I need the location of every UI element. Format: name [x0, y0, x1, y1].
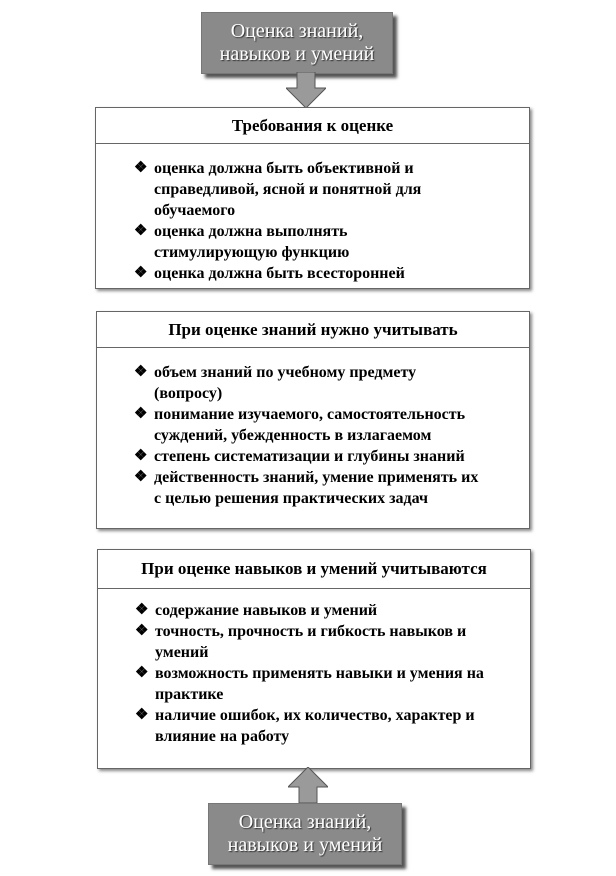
diamond-bullet-icon: ❖ — [134, 160, 148, 176]
list-item: ❖ наличие ошибок, их количество, характер и влияние на работу — [135, 707, 475, 745]
diamond-bullet-icon: ❖ — [134, 448, 148, 464]
diamond-bullet-icon: ❖ — [135, 707, 149, 723]
list-item: ❖ оценка должна выполнять стимулирующую функцию — [134, 223, 350, 261]
panel-list — [134, 158, 524, 284]
panel-title: При оценке навыков и умений учитываются — [98, 550, 530, 589]
requirements-panel — [95, 107, 530, 289]
bottom-node-line1: Оценка знаний, — [238, 811, 372, 833]
bottom-node — [208, 803, 402, 865]
knowledge-assessment-panel — [96, 311, 530, 529]
list-item: ❖ действенность знаний, умение применять их с целью решения практических задач — [134, 469, 479, 507]
panel-title: Требования к оценке — [96, 108, 529, 144]
panel-title: При оценке знаний нужно учитывать — [97, 312, 529, 348]
list-item: ❖ понимание изучаемого, самостоятельность суждений, убежденность в излагаемом — [134, 406, 466, 444]
list-item: ❖ точность, прочность и гибкость навыков и умений — [135, 623, 467, 661]
skills-assessment-panel — [97, 549, 531, 769]
list-item: ❖ содержание навыков и умений — [135, 602, 378, 619]
top-node — [201, 12, 393, 74]
list-item: ❖ объем знаний по учебному предмету (вопросу) — [134, 364, 417, 402]
bottom-node-line2: навыков и умений — [227, 834, 383, 856]
up-arrow-icon — [288, 767, 328, 803]
diamond-bullet-icon: ❖ — [134, 223, 148, 239]
list-item: ❖ оценка должна быть объективной и справедливой, ясной и понятной для обучаемого — [134, 160, 422, 219]
list-item: ❖ оценка должна быть всесторонней — [134, 265, 405, 282]
list-item: ❖ степень систематизации и глубины знаний — [134, 448, 465, 465]
down-arrow-icon — [286, 72, 326, 108]
diamond-bullet-icon: ❖ — [134, 364, 148, 380]
panel-list — [135, 600, 527, 747]
diamond-bullet-icon: ❖ — [134, 469, 148, 485]
list-item: ❖ возможность применять навыки и умения на практике — [135, 665, 484, 703]
diamond-bullet-icon: ❖ — [134, 406, 148, 422]
diamond-bullet-icon: ❖ — [134, 265, 148, 281]
diamond-bullet-icon: ❖ — [135, 665, 149, 681]
top-node-line2: навыков и умений — [219, 43, 375, 65]
diamond-bullet-icon: ❖ — [135, 602, 149, 618]
diamond-bullet-icon: ❖ — [135, 623, 149, 639]
top-node-line1: Оценка знаний, — [230, 20, 364, 42]
panel-list — [134, 362, 526, 509]
